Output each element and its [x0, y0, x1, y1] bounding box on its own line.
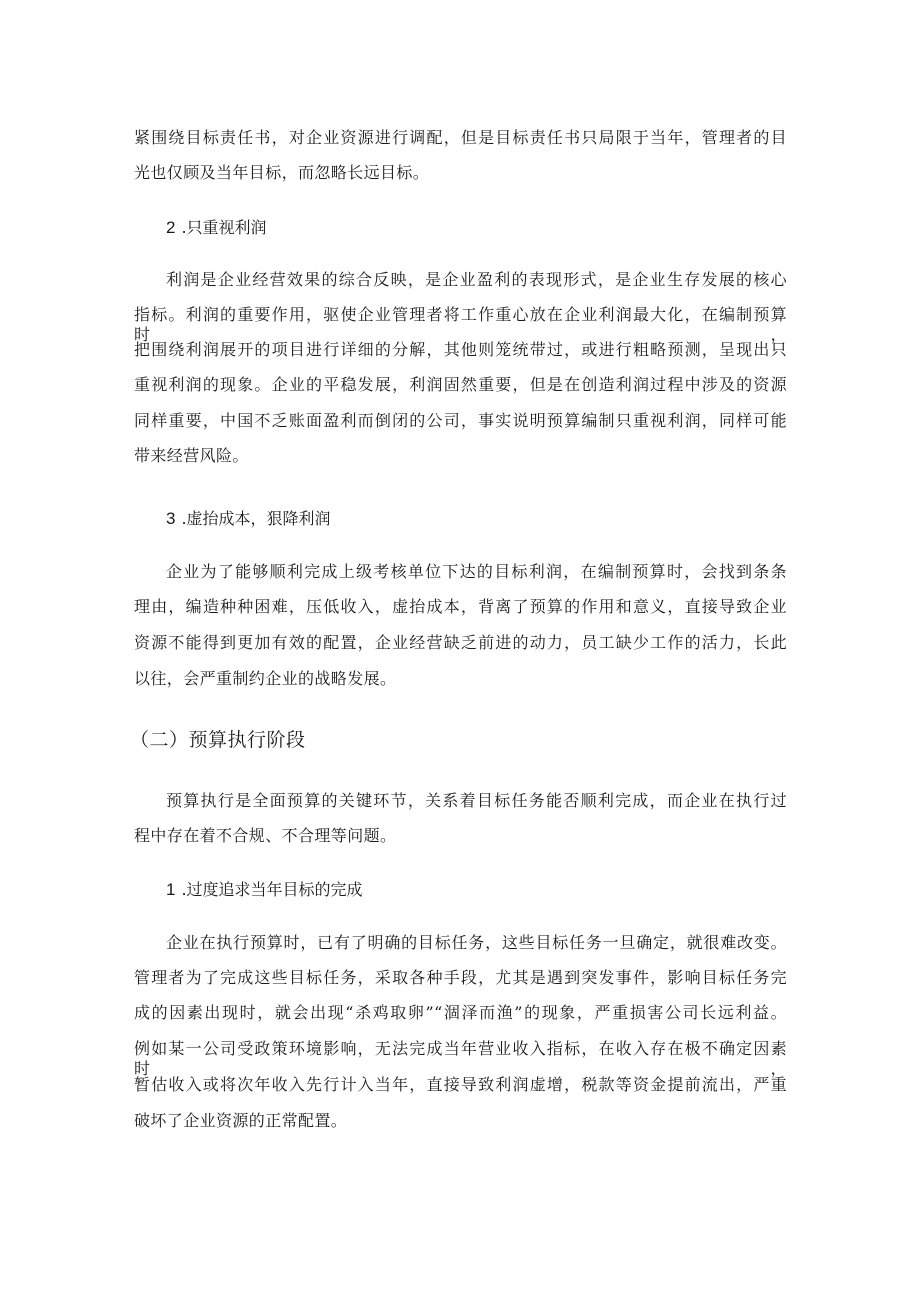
paragraph-line: 理由，编造种种困难，压低收入，虚抬成本，背离了预算的作用和意义，直接导致企业	[134, 597, 787, 616]
subheading-number: 3	[166, 509, 176, 528]
paragraph-line: 以往，会严重制约企业的战略发展。	[134, 669, 397, 688]
subheading-text: .只重视利润	[181, 218, 267, 237]
subheading-text: .过度追求当年目标的完成	[181, 880, 363, 899]
paragraph-line: 紧围绕目标责任书，对企业资源进行调配，但是目标责任书只局限于当年，管理者的目	[134, 128, 787, 147]
paragraph-line: 同样重要，中国不乏账面盈利而倒闭的公司，事实说明预算编制只重视利润，同样可能	[134, 411, 787, 430]
paragraph-line: 资源不能得到更加有效的配置，企业经营缺乏前进的动力，员工缺少工作的活力，长此	[134, 633, 787, 652]
paragraph-line: 光也仅顾及当年目标，而忽略长远目标。	[134, 163, 430, 182]
paragraph-line: 暂估收入或将次年收入先行计入当年，直接导致利润虚增，税款等资金提前流出，严重	[134, 1075, 787, 1094]
paragraph-line: 例如某一公司受政策环境影响，无法完成当年营业收入指标，在收入存在极不确定因素时，	[134, 1039, 787, 1078]
paragraph-line: 企业为了能够顺利完成上级考核单位下达的目标利润，在编制预算时，会找到条条	[166, 562, 787, 581]
paragraph-line: 成的因素出现时，就会出现“杀鸡取卵”“涸泽而渔”的现象，严重损害公司长远利益。	[134, 1003, 787, 1022]
paragraph-line: 指标。利润的重要作用，驱使企业管理者将工作重心放在企业利润最大化，在编制预算时，	[134, 305, 787, 344]
paragraph-line: 管理者为了完成这些目标任务，采取各种手段，尤其是遇到突发事件，影响目标任务完	[134, 968, 787, 987]
paragraph-line: 带来经营风险。	[134, 446, 249, 465]
paragraph-line: 重视利润的现象。企业的平稳发展，利润固然重要，但是在创造利润过程中涉及的资源	[134, 375, 787, 394]
paragraph-line: 程中存在着不合规、不合理等问题。	[134, 826, 397, 845]
paragraph-line: 预算执行是全面预算的关键环节，关系着目标任务能否顺利完成，而企业在执行过	[166, 791, 787, 810]
subheading-number: 1	[166, 880, 176, 899]
paragraph-line: 企业在执行预算时，已有了明确的目标任务，这些目标任务一旦确定，就很难改变。	[166, 933, 787, 952]
paragraph-line: 把围绕利润展开的项目进行详细的分解，其他则笼统带过，或进行粗略预测，呈现出只	[134, 340, 787, 359]
subheading	[166, 509, 331, 529]
subheading	[166, 218, 267, 238]
subheading-number: 2	[166, 218, 176, 237]
paragraph-line: 破坏了企业资源的正常配置。	[134, 1111, 348, 1130]
section-heading: （二）预算执行阶段	[130, 729, 306, 751]
subheading-text: .虚抬成本，狠降利润	[181, 509, 331, 528]
subheading	[166, 880, 363, 900]
paragraph-line: 利润是企业经营效果的综合反映，是企业盈利的表现形式，是企业生存发展的核心	[166, 270, 787, 289]
